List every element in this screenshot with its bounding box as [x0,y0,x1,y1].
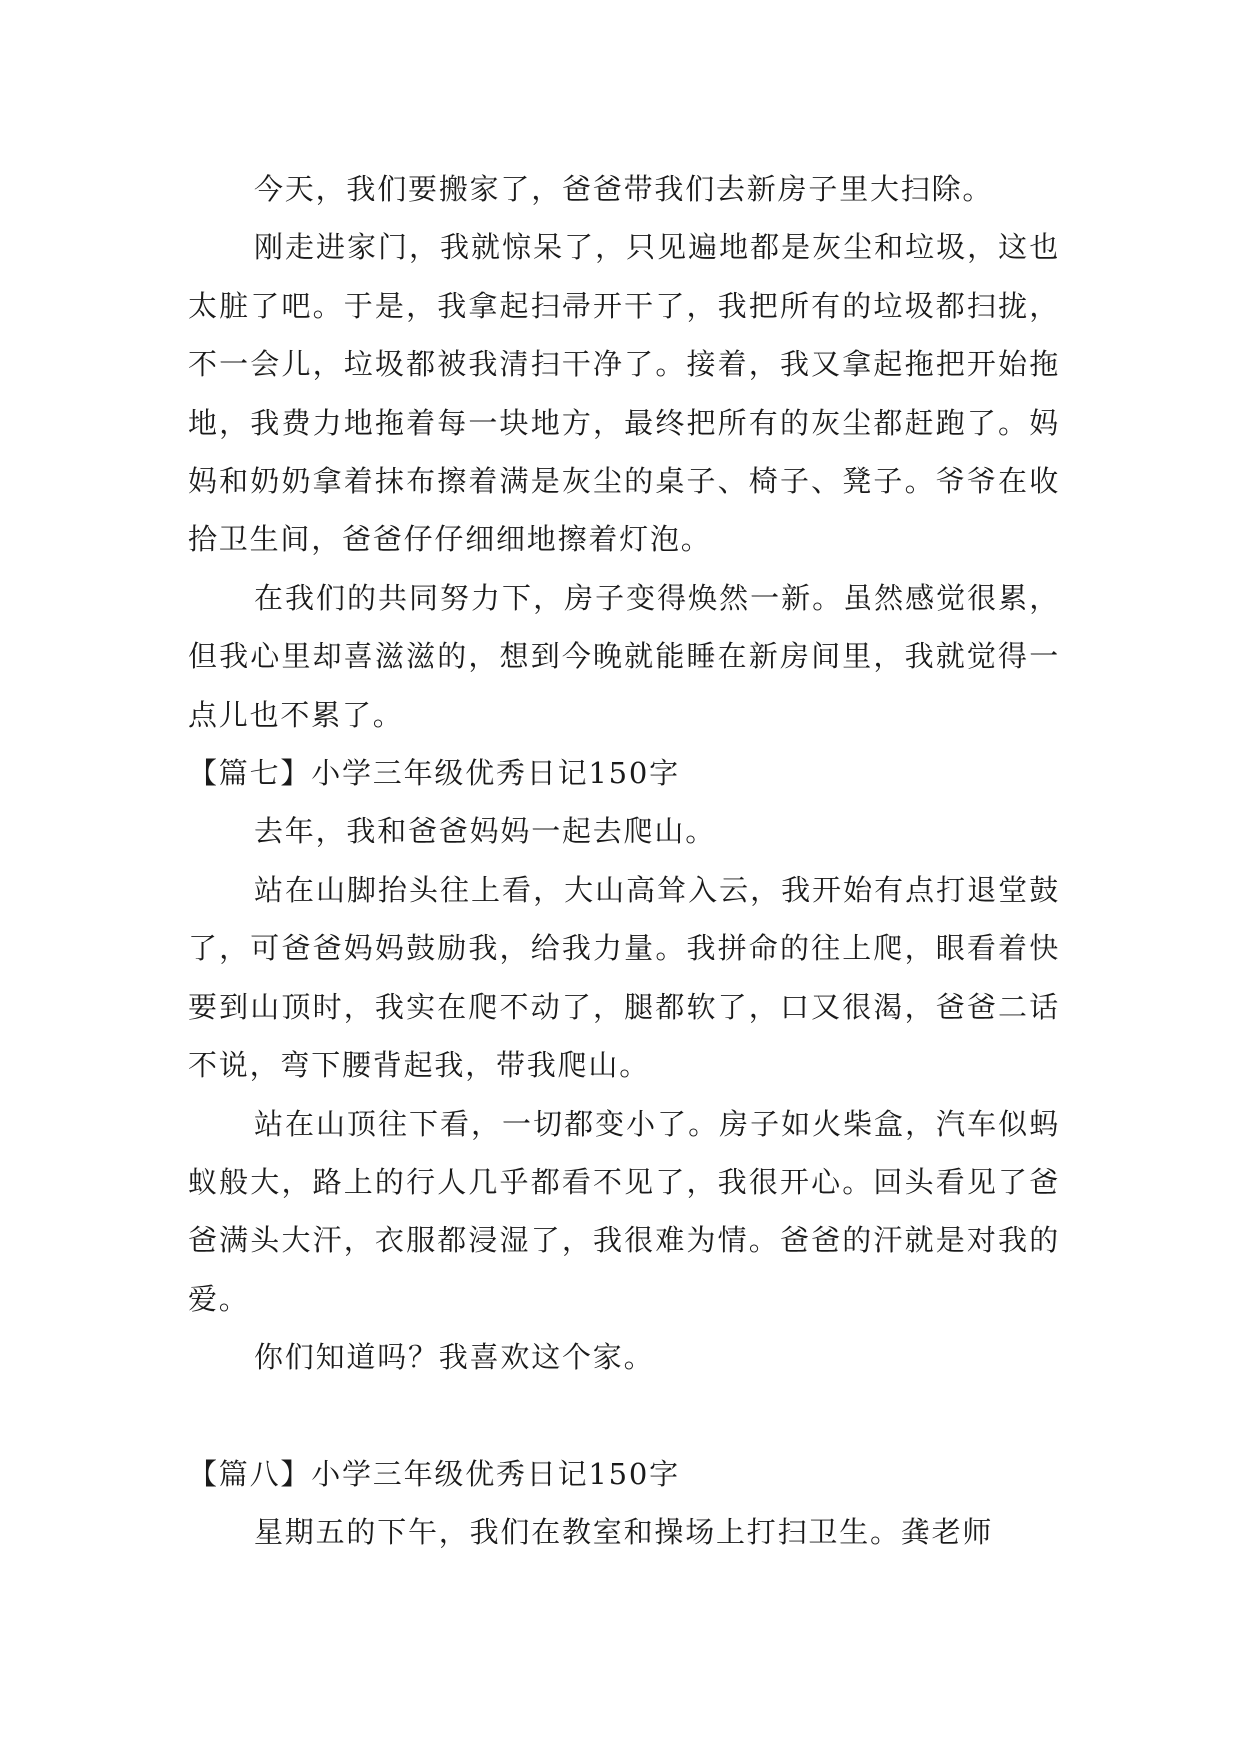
section-heading-7: 【篇七】小学三年级优秀日记150字 [188,756,680,791]
paragraph: 刚走进家门，我就惊呆了，只见遍地都是灰尘和垃圾，这也太脏了吧。于是，我拿起扫帚开干了，我把所有的垃圾都扫拢，不一会儿，垃圾都被我清扫干净了。接着，我又拿起拖把开始拖地，我费力地拖着每一块地方，最终把所有的灰尘都赶跑了。妈妈和奶奶拿着抹布擦着满是灰尘的桌子、椅子、凳子。爷爷在收拾卫生间，爸爸仔仔细细地擦着灯泡。 [188,230,1060,557]
paragraph: 你们知道吗？我喜欢这个家。 [254,1340,655,1375]
paragraph: 站在山脚抬头往上看，大山高耸入云，我开始有点打退堂鼓了，可爸爸妈妈鼓励我，给我力量。我拼命的往上爬，眼看着快要到山顶时，我实在爬不动了，腿都软了，口又很渴，爸爸二话不说，弯下腰背起我，带我爬山。 [188,872,1060,1083]
paragraph: 在我们的共同努力下，房子变得焕然一新。虽然感觉很累，但我心里却喜滋滋的，想到今晚就能睡在新房间里，我就觉得一点儿也不累了。 [188,580,1060,732]
paragraph: 今天，我们要搬家了，爸爸带我们去新房子里大扫除。 [254,172,994,206]
paragraph: 星期五的下午，我们在教室和操场上打扫卫生。龚老师 [254,1515,994,1550]
section-heading-8: 【篇八】小学三年级优秀日记150字 [188,1456,680,1491]
document-body [188,160,1060,1562]
blank-line [188,1387,1060,1445]
paragraph: 去年，我和爸爸妈妈一起去爬山。 [254,814,717,849]
paragraph: 站在山顶往下看，一切都变小了。房子如火柴盒，汽车似蚂蚁般大，路上的行人几乎都看不见了，我很开心。回头看见了爸爸满头大汗，衣服都浸湿了，我很难为情。爸爸的汗就是对我的爱。 [188,1106,1060,1316]
